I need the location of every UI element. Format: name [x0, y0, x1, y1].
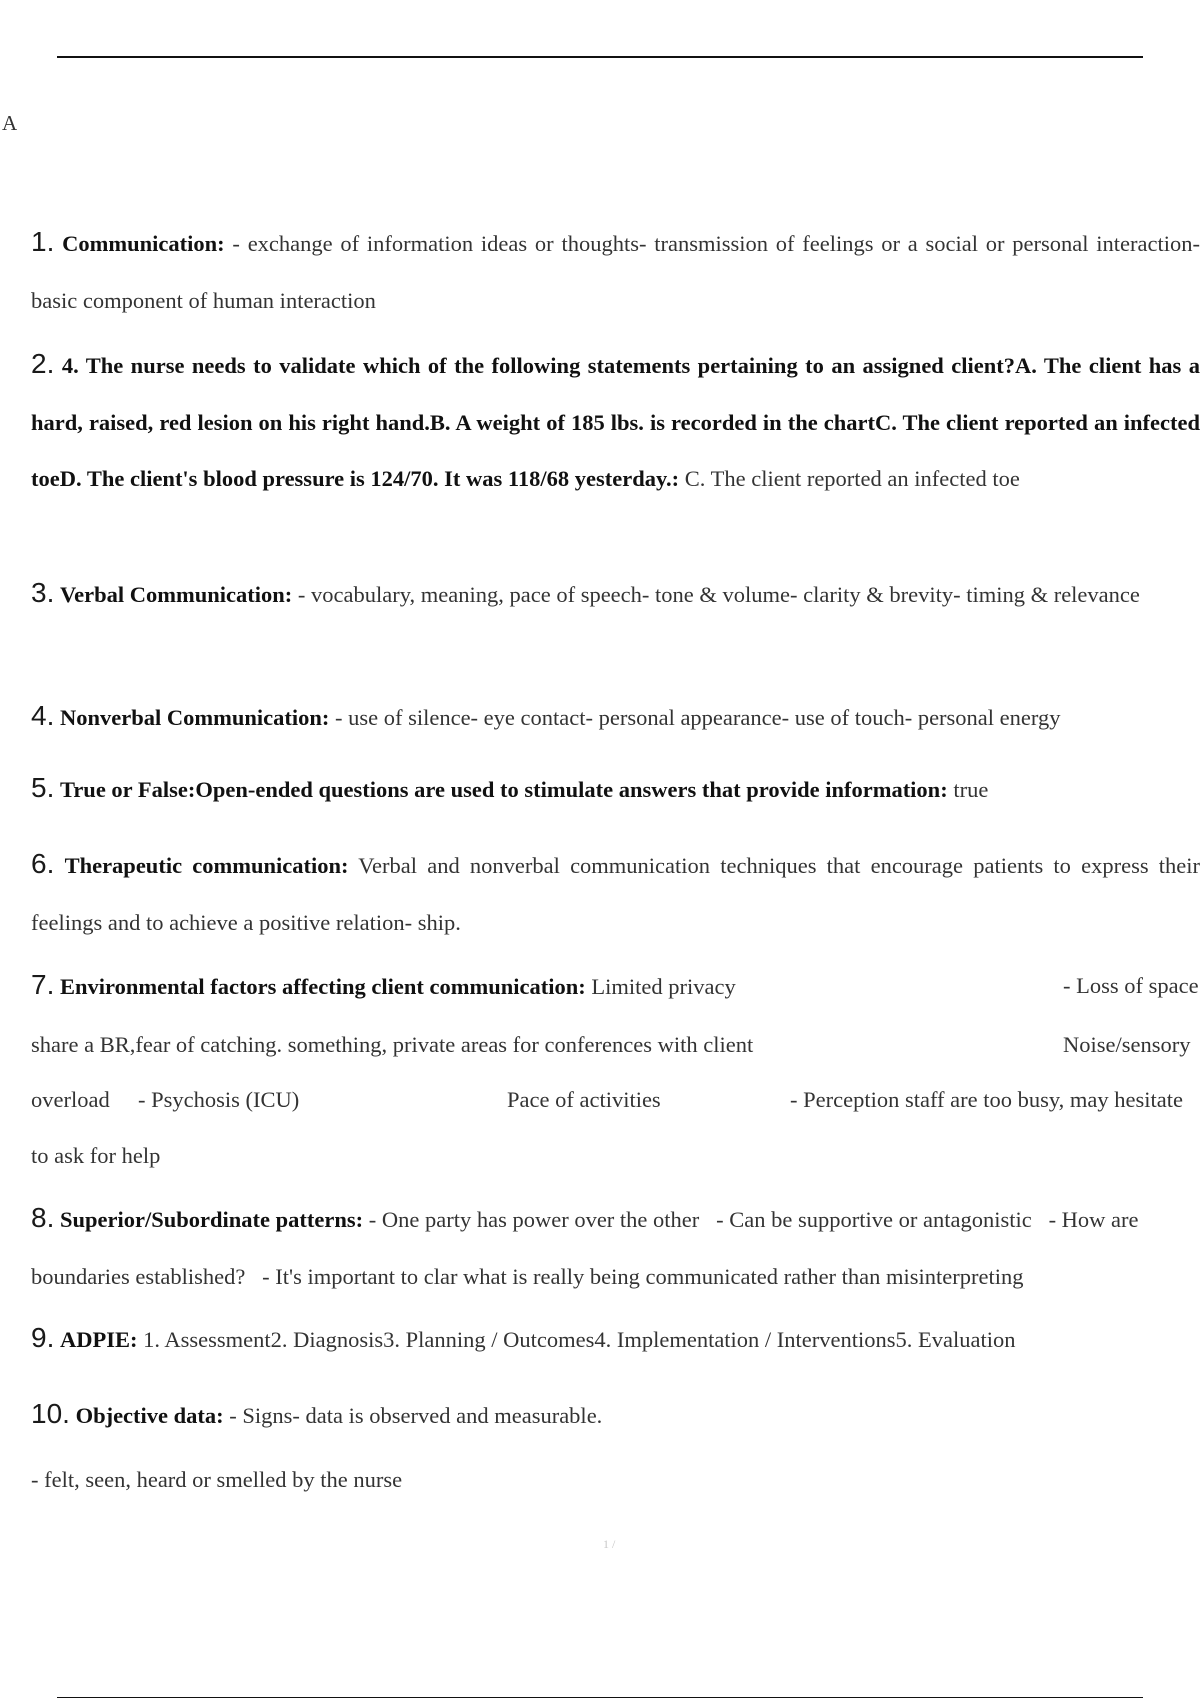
- item-term: Therapeutic communication:: [64, 853, 349, 878]
- flashcard-item-1: [31, 214, 1200, 329]
- item-answer-line: - Perception staff are too busy, may hesitate: [790, 1087, 1184, 1112]
- item-number: 5.: [31, 772, 55, 803]
- item-answer: - vocabulary, meaning, pace of speech- tone & volume- clarity & brevity- timing & relevance: [297, 582, 1140, 607]
- item-term: Nonverbal Communication:: [59, 705, 330, 730]
- item-number: 10.: [31, 1398, 70, 1429]
- flashcard-item-4: [31, 688, 1200, 747]
- item-answer: - use of silence- eye contact- personal appearance- use of touch- personal energy: [334, 705, 1061, 730]
- item-term: Environmental factors affecting client communication:: [59, 974, 586, 999]
- flashcard-item-2: [31, 336, 1200, 508]
- corner-mark: A: [2, 111, 18, 135]
- item-answer: - Signs- data is observed and measurable.: [229, 1403, 603, 1428]
- item-term: Verbal Communication:: [59, 582, 293, 607]
- item-answer-extra: - felt, seen, heard or smelled by the nurse: [31, 1467, 403, 1492]
- item-term: True or False:Open-ended questions are used to stimulate answers that provide information:: [59, 777, 948, 802]
- item-number: 8.: [31, 1202, 55, 1233]
- flashcard-item-6: [31, 836, 1200, 951]
- flashcard-item-3: [31, 565, 1200, 624]
- item-answer-line: Limited privacy: [591, 974, 736, 999]
- item-number: 6.: [31, 848, 55, 879]
- item-number: 4.: [31, 700, 55, 731]
- item-answer: Verbal and nonverbal communication techniques that encourage patients to express their feelings and to achieve a positive relation- ship.: [31, 853, 1200, 935]
- item-heading: [31, 957, 736, 1016]
- flashcard-item-10: [31, 1386, 1200, 1445]
- item-answer-line: Pace of activities: [507, 1087, 661, 1112]
- item-term: Superior/Subordinate patterns:: [59, 1207, 364, 1232]
- item-term: 4. The nurse needs to validate which of the following statements pertaining to an assigned client?A. The client has a hard, raised, red lesion on his right hand.B. A weight of 185 lbs. is recorded in the chartC. The client reported an infected toeD. The client's blood pressure is 124/70. It was 118/68 yesterday.:: [31, 353, 1200, 491]
- bottom-rule: [57, 1697, 1143, 1698]
- item-answer-line: to ask for help: [31, 1143, 161, 1168]
- item-number: 7.: [31, 969, 55, 1000]
- item-term: Communication:: [62, 231, 225, 256]
- item-answer-line: overload: [31, 1087, 110, 1112]
- item-answer: - exchange of information ideas or thoughts- transmission of feelings or a social or personal interaction- basic component of human interaction: [31, 231, 1200, 313]
- flashcard-item-8: [31, 1190, 1200, 1305]
- top-rule: [57, 56, 1143, 58]
- item-answer: true: [953, 777, 989, 802]
- page-number: 1 /: [603, 1537, 616, 1551]
- item-number: 9.: [31, 1322, 55, 1353]
- flashcard-item-9: [31, 1310, 1200, 1369]
- item-number: 2.: [31, 348, 55, 379]
- item-answer-line: - Loss of space: [1063, 973, 1199, 998]
- item-term: Objective data:: [75, 1403, 224, 1428]
- item-answer: 1. Assessment2. Diagnosis3. Planning / Outcomes4. Implementation / Interventions5. Evaluation: [143, 1327, 1016, 1352]
- item-term: ADPIE:: [59, 1327, 138, 1352]
- item-number: 1.: [31, 226, 55, 257]
- item-answer: C. The client reported an infected toe: [684, 466, 1020, 491]
- item-answer-line: Noise/sensory: [1063, 1032, 1191, 1057]
- item-answer-line: share a BR,fear of catching. something, private areas for conferences with client: [31, 1032, 754, 1057]
- item-answer-line: - Psychosis (ICU): [138, 1087, 300, 1112]
- flashcard-item-5: [31, 760, 1200, 819]
- item-number: 3.: [31, 577, 55, 608]
- item-answer: - One party has power over the other - Can be supportive or antagonistic - How are boundaries established? - It's important to clar what is really being communicated rather than misinterpreting: [31, 1207, 1145, 1289]
